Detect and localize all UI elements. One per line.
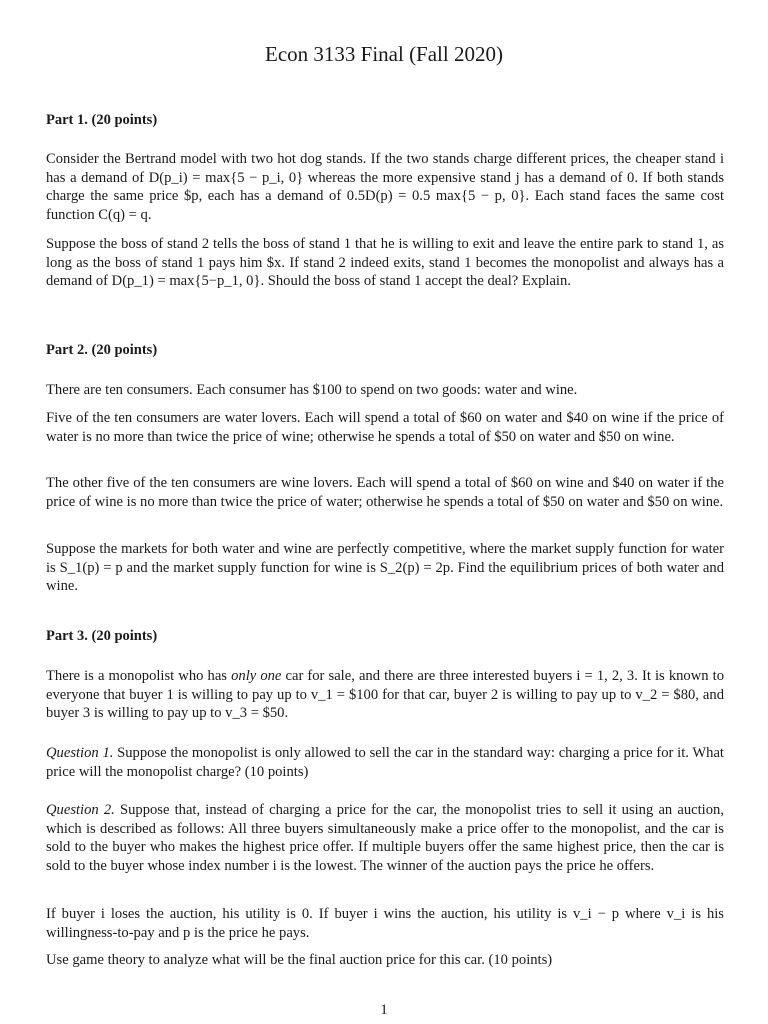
part2-paragraph-4: Suppose the markets for both water and wine are perfectly competitive, where the market supply function for water is S_1(p) = p and the market supply function for wine is S_2(p) = 2p. Find the equilibrium prices of both water and wine. bbox=[46, 541, 724, 595]
part2-paragraph-3: The other five of the ten consumers are wine lovers. Each will spend a total of $60 on wine and $40 on water if the price of wine is no more than twice the price of water; otherwise he spends a total of $50 on water and $50 on wine. bbox=[46, 475, 724, 510]
part2-paragraph-1: There are ten consumers. Each consumer has $100 to spend on two goods: water and wine. bbox=[46, 382, 578, 398]
part2-heading: Part 2. (20 points) bbox=[46, 342, 158, 358]
part2-paragraph-2: Five of the ten consumers are water lovers. Each will spend a total of $60 on water and $40 on wine if the price of water is no more than twice the price of wine; otherwise he spends a total of $50 on water and $50 on wine. bbox=[46, 410, 724, 445]
part1-paragraph-2: Suppose the boss of stand 2 tells the boss of stand 1 that he is willing to exit and leave the entire park to stand 1, as long as the boss of stand 1 pays him $x. If stand 2 indeed exits, stand 1 becomes the monopolist and always has a demand of D(p_1) = max{5−p_1, 0}. Should the boss of stand 1 accept the deal? Explain. bbox=[46, 236, 724, 290]
emphasis-only-one: only one bbox=[231, 668, 282, 684]
part3-heading: Part 3. (20 points) bbox=[46, 628, 158, 644]
part3-utility-paragraph: If buyer i loses the auction, his utility is 0. If buyer i wins the auction, his utility is v_i − p where v_i is his willingness-to-pay and p is the price he pays. bbox=[46, 906, 724, 941]
question-1: Question 1. Suppose the monopolist is only allowed to sell the car in the standard way: charging a price for it. What price will the monopolist charge? (10 points) bbox=[46, 745, 724, 780]
question-2: Question 2. Suppose that, instead of charging a price for the car, the monopolist tries to sell it using an auction, which is described as follows: All three buyers simultaneously make a price offer to the monopolist, and the car is sold to the buyer who makes the highest price offer. If multiple buyers offer the same highest price, then the car is sold to the buyer whose index number i is the lowest. The winner of the auction pays the price he offers. bbox=[46, 802, 724, 874]
question-2-label: Question 2. bbox=[46, 802, 115, 818]
question-1-label: Question 1. bbox=[46, 745, 114, 761]
part1-paragraph-1: Consider the Bertrand model with two hot dog stands. If the two stands charge different prices, the cheaper stand i has a demand of D(p_i) = max{5 − p_i, 0} whereas the more expensive stand j has a demand of 0. If both stands charge the same price $p, each has a demand of 0.5D(p) = 0.5 max{5 − p, 0}. Each stand faces the same cost function C(q) = q. bbox=[46, 151, 724, 223]
document-title: Econ 3133 Final (Fall 2020) bbox=[265, 42, 503, 66]
page-number: 1 bbox=[380, 1002, 388, 1018]
part1-heading: Part 1. (20 points) bbox=[46, 112, 158, 128]
part3-paragraph-1: There is a monopolist who has only one car for sale, and there are three interested buyers i = 1, 2, 3. It is known to everyone that buyer 1 is willing to pay up to v_1 = $100 for that car, buyer 2 is willing to pay up to v_2 = $80, and buyer 3 is willing to pay up to v_3 = $50. bbox=[46, 668, 724, 722]
part3-final-paragraph: Use game theory to analyze what will be the final auction price for this car. (10 points) bbox=[46, 952, 553, 968]
